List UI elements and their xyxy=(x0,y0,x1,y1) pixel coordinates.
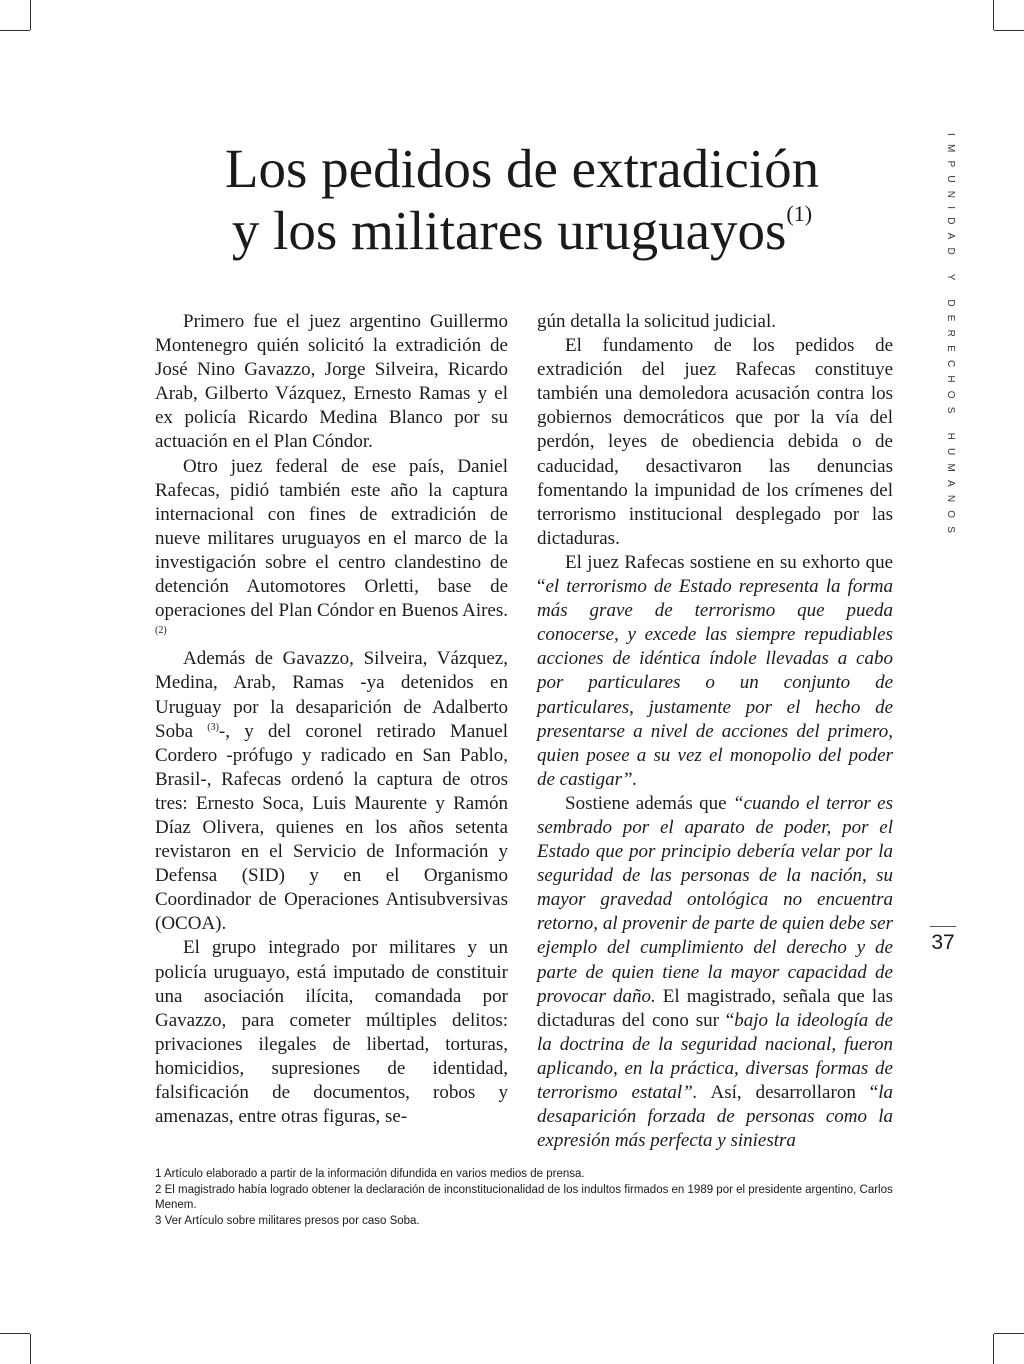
footnote: 1 Artículo elaborado a partir de la información difundida en varios medios de prensa. xyxy=(155,1168,585,1180)
crop-mark-bottom-right xyxy=(993,1334,994,1364)
quote-text: “cuando el terror es sembrado por el aparato de poder, por el Estado que por principio debería velar por la seguridad de las personas de la nación, su mayor gravedad ontológica no encuentra retorno, al provenir de parte de quien debe ser ejemplo del cumplimiento del derecho y de parte de quien tiene la mayor capacidad de provocar daño. xyxy=(537,792,893,1007)
page-number: 37 xyxy=(931,931,955,954)
left-column xyxy=(155,310,508,1129)
quote-text: el terrorismo de Estado representa la forma más grave de terrorismo que pueda conocerse, y excede las siempre repudiables acciones de idéntica índole llevadas a cabo por particulares o un conjunto de particulares, justamente por el hecho de presentarse a nivel de acciones del primero, quien posee a su vez el monopolio del poder de castigar”. xyxy=(537,576,893,790)
paragraph xyxy=(537,551,893,792)
paragraph: El grupo integrado por militares y un policía uruguayo, está imputado de constituir una asociación ilícita, comandada por Gavazzo, para cometer múltiples delitos: privaciones ilegales de libertad, torturas, homicidios, supresiones de identidad, falsificación de documentos, robos y amenazas, entre otras figuras, se- xyxy=(155,937,508,1128)
paragraph-text: Sostiene además que xyxy=(565,792,734,814)
paragraph-text: Otro juez federal de ese país, Daniel Rafecas, pidió también este año la captura internacional con fines de extradición de nueve militares uruguayos en el marco de la investigación sobre el centro clandestino de detención Automotores Orletti, base de operaciones del Plan Cóndor en Buenos Aires. xyxy=(155,455,509,622)
section-header: IMPUNIDAD Y DERECHOS HUMANOS xyxy=(945,133,956,542)
crop-mark-top-left xyxy=(0,30,30,31)
paragraph-text: Además de Gavazzo, Silveira, Vázquez, Medina, Arab, Ramas -ya detenidos en Uruguay por la desaparición de Adalberto Soba xyxy=(155,648,508,742)
title-line-1: Los pedidos de extradición xyxy=(224,138,820,199)
crop-mark-top-right xyxy=(994,30,1024,31)
footnote: 3 Ver Artículo sobre militares presos por caso Soba. xyxy=(155,1214,420,1227)
page-title xyxy=(150,138,894,262)
paragraph-text: Así, desarrollaron “ xyxy=(697,1082,879,1103)
paragraph: El fundamento de los pedidos de extradición del juez Rafecas constituye también una demoledora acusación contra los gobiernos democráticos que por la vía del perdón, leyes de obediencia debida o de caducidad, desactivaron las denuncias fomentando la impunidad de los crímenes del terrorismo institucional desplegado por las dictaduras. xyxy=(537,335,893,549)
crop-mark-bottom-right xyxy=(994,1333,1024,1334)
paragraph-text: -, y del coronel retirado Manuel Cordero -prófugo y radicado en San Pablo, Brasil-, Rafecas ordenó la captura de otros tres: Ernesto Soca, Luis Maurente y Ramón Díaz Olivera, quienes en los años setenta revistaron en el Servicio de Información y Defensa (SID) y en el Organismo Coordinador de Operaciones Antisubversivas (OCOA). xyxy=(155,720,508,935)
title-line-2: y los militares uruguayos xyxy=(231,200,787,261)
paragraph-continuation: gún detalla la solicitud judicial. xyxy=(537,311,777,332)
crop-mark-top-right xyxy=(993,0,994,30)
footnote-ref[interactable]: (2) xyxy=(155,625,167,637)
footnote-ref[interactable]: (3) xyxy=(207,721,219,733)
paragraph xyxy=(155,647,508,936)
paragraph xyxy=(537,792,893,1153)
quote-text: la desaparición forzada de personas como la expresión más perfecta y siniestra xyxy=(537,1082,893,1152)
paragraph-text: El juez Rafecas sostiene en su exhorto que “ xyxy=(537,551,893,598)
right-column xyxy=(537,310,893,1153)
footnotes xyxy=(155,1167,900,1229)
paragraph-text: El magistrado, señala que las dictaduras del cono sur “ xyxy=(537,985,894,1031)
crop-mark-top-left xyxy=(30,0,31,30)
paragraph: Primero fue el juez argentino Guillermo Montenegro quién solicitó la extradición de José Nino Gavazzo, Jorge Silveira, Ricardo Arab, Gilberto Vázquez, Ernesto Ramas y el ex policía Ricardo Medina Blanco por su actuación en el Plan Cóndor. xyxy=(155,311,508,453)
quote-text: bajo la ideología de la doctrina de la seguridad nacional, fueron aplicando, en la práctica, diversas formas de terrorismo estatal”. xyxy=(537,1009,893,1103)
paragraph xyxy=(155,455,508,648)
title-footnote-ref[interactable]: (1) xyxy=(786,201,813,226)
footnote: 2 El magistrado había logrado obtener la declaración de inconstitucionalidad de los indultos firmados en 1989 por el presidente argentino, Carlos Menem. xyxy=(155,1183,893,1211)
crop-mark-bottom-left xyxy=(30,1334,31,1364)
crop-mark-bottom-left xyxy=(0,1333,30,1334)
page-number-rule xyxy=(930,926,956,927)
